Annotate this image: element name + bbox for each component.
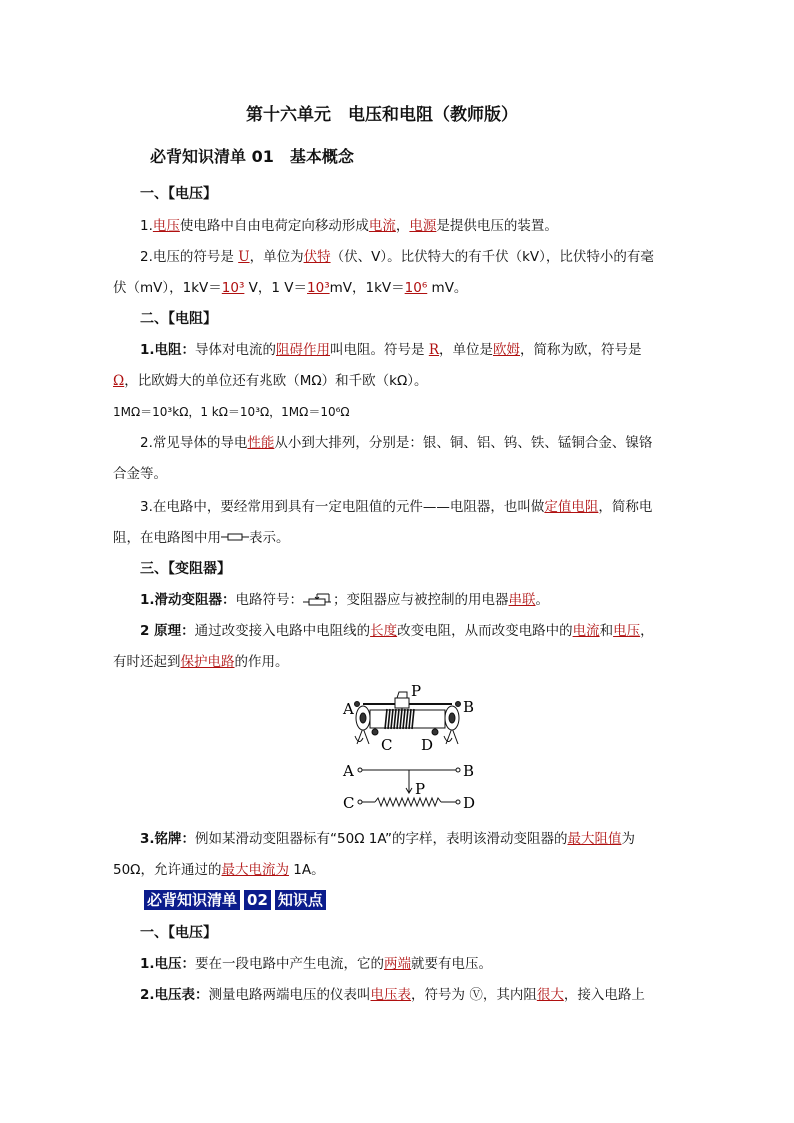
answer-symbol-u: U — [238, 249, 250, 265]
section-banner-02: 必背知识清单 02 知识点 — [144, 889, 326, 911]
page-title: 第十六单元 电压和电阻（教师版） — [246, 105, 518, 125]
paragraph-rheostat-3: 有时还起到保护电路的作用。 — [113, 654, 289, 670]
section-title-01 — [150, 146, 354, 168]
answer-max-resistance: 最大阻值 — [567, 831, 622, 847]
answer-hindering: 阻碍作用 — [276, 342, 331, 358]
heading-voltage: 一、【电压】 — [140, 186, 217, 202]
answer-performance: 性能 — [247, 435, 275, 451]
heading-voltage-2: 一、【电压】 — [140, 925, 217, 941]
answer-fixed-resistor: 定值电阻 — [544, 499, 599, 515]
paragraph-resistance-2: Ω，比欧姆大的单位还有兆欧（MΩ）和千欧（kΩ）。 — [113, 373, 428, 389]
paragraph-resistance-5: 3.在电路中，要经常用到具有一定电阻值的元件——电阻器，也叫做定值电阻，简称电 — [140, 499, 653, 515]
rheostat-figure — [335, 680, 480, 812]
answer-max-current: 最大电流为 — [221, 862, 289, 878]
answer-voltage: 电压 — [152, 218, 180, 234]
answer-v-to-mv: 10³ — [307, 280, 330, 296]
answer-volt: 伏特 — [303, 249, 331, 265]
fig-label-a-top: A — [343, 700, 354, 718]
fig-label-c-top: C — [381, 736, 393, 754]
answer-omega: Ω — [113, 373, 125, 389]
paragraph-voltage-1: 1.电压使电路中自由电荷定向移动形成电流，电源是提供电压的装置。 — [140, 218, 558, 234]
fig-label-a: A — [343, 762, 354, 780]
paragraph-resistance-3: 2.常见导体的导电性能从小到大排列，分别是：银、铜、铝、钨、铁、锰铜合金、镍铬 — [140, 435, 653, 451]
paragraph-voltage-b2: 2.电压表：测量电路两端电压的仪表叫电压表，符号为 Ⓥ，其内阻很大，接入电路上 — [140, 987, 645, 1003]
answer-power-source: 电源 — [409, 218, 437, 234]
answer-ohm: 欧姆 — [493, 342, 520, 358]
rheostat-symbol-icon — [303, 592, 333, 606]
fig-label-b: B — [463, 762, 475, 780]
answer-symbol-r: R — [428, 342, 439, 358]
fig-label-p-top: P — [411, 682, 422, 700]
fig-label-c: C — [343, 794, 355, 812]
paragraph-rheostat-4: 3.铭牌：例如某滑动变阻器标有“50Ω 1A”的字样，表明该滑动变阻器的最大阻值为 — [140, 831, 635, 847]
answer-voltmeter: 电压表 — [370, 987, 412, 1003]
resistor-symbol-icon — [221, 531, 249, 543]
paragraph-voltage-2: 2.电压的符号是 U，单位为伏特（伏、V）。比伏特大的有千伏（kV），比伏特小的有毫 — [140, 249, 654, 265]
heading-rheostat: 三、【变阻器】 — [140, 561, 231, 577]
fig-label-d-top: D — [421, 736, 434, 754]
fig-label-p: P — [415, 780, 426, 798]
rheostat-drawing — [355, 692, 461, 744]
answer-very-large: 很大 — [536, 987, 564, 1003]
answer-kv-to-v: 10³ — [221, 280, 245, 296]
rheostat-schematic — [358, 768, 460, 806]
paragraph-rheostat-5: 50Ω，允许通过的最大电流为 1A。 — [113, 862, 325, 878]
answer-series: 串联 — [508, 592, 536, 608]
subtitle-text: 必背知识清单 01 基本概念 — [150, 147, 354, 166]
fig-label-b-top: B — [463, 698, 475, 716]
unit-conversion: 1MΩ＝10³kΩ，1 kΩ＝10³Ω，1MΩ＝10⁶Ω — [113, 405, 350, 419]
paragraph-resistance-4: 合金等。 — [113, 466, 167, 482]
answer-kv-to-mv: 10⁶ — [404, 280, 428, 296]
paragraph-resistance-6: 阻，在电路图中用 表示。 — [113, 530, 290, 546]
fig-label-d: D — [463, 794, 476, 812]
answer-current-2: 电流 — [572, 623, 600, 639]
heading-resistance: 二、【电阻】 — [140, 311, 217, 327]
answer-voltage-2: 电压 — [613, 623, 641, 639]
paragraph-resistance-1: 1.电阻：导体对电流的阻碍作用叫电阻。符号是 R，单位是欧姆，简称为欧，符号是 — [140, 342, 642, 358]
paragraph-voltage-b1: 1.电压：要在一段电路中产生电流，它的两端就要有电压。 — [140, 956, 493, 972]
answer-two-ends: 两端 — [384, 956, 412, 972]
paragraph-rheostat-2: 2 原理：通过改变接入电路中电阻线的长度改变电阻，从而改变电路中的电流和电压， — [140, 623, 654, 639]
paragraph-voltage-3: 伏（mV），1kV＝10³ V，1 V＝10³mV，1kV＝10⁶ mV。 — [113, 280, 468, 296]
answer-length: 长度 — [370, 623, 398, 639]
answer-current: 电流 — [368, 218, 396, 234]
paragraph-rheostat-1: 1.滑动变阻器：电路符号： ；变阻器应与被控制的用电器串联。 — [140, 592, 550, 608]
answer-protect-circuit: 保护电路 — [180, 654, 235, 670]
